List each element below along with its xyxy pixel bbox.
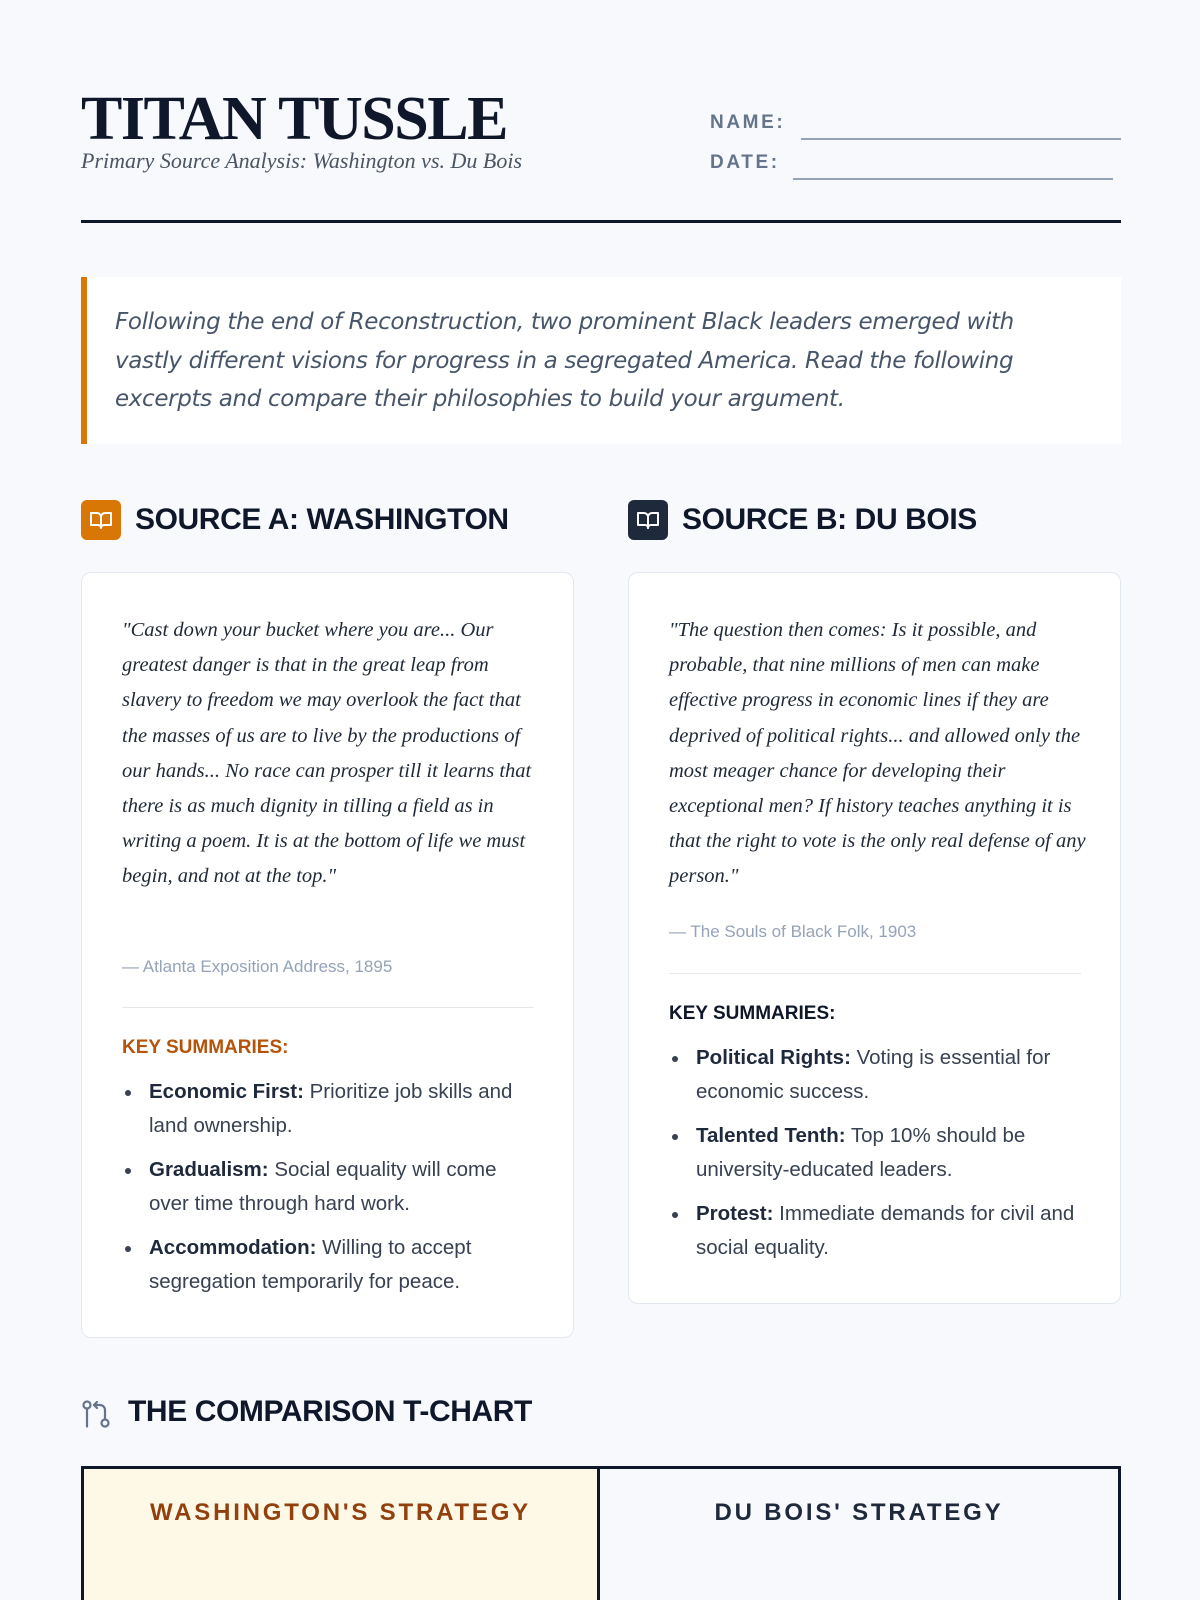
card-divider	[122, 1007, 534, 1008]
source-b-title: SOURCE B: DU BOIS	[682, 503, 977, 536]
list-item	[669, 1197, 1089, 1264]
source-a-citation: — Atlanta Exposition Address, 1895	[122, 957, 393, 976]
summary-term: Economic First:	[149, 1080, 304, 1103]
key-summaries-list	[122, 1075, 542, 1309]
summary-term: Protest:	[696, 1202, 774, 1225]
list-item	[122, 1231, 542, 1298]
comparison-heading	[81, 1395, 681, 1435]
name-field[interactable]	[710, 110, 1121, 140]
source-b-citation: — The Souls of Black Folk, 1903	[669, 922, 917, 941]
name-input-line[interactable]	[801, 138, 1121, 140]
summary-term: Talented Tenth:	[696, 1124, 846, 1147]
washington-strategy-title: WASHINGTON'S STRATEGY	[150, 1499, 531, 1526]
washington-strategy-column[interactable]	[84, 1469, 600, 1600]
summary-term: Accommodation:	[149, 1236, 317, 1259]
list-item	[122, 1075, 542, 1142]
source-a-card	[81, 572, 574, 1338]
source-a-quote: "Cast down your bucket where you are... Our greatest danger is that in the great leap from slavery to freedom we may overlook the fact that the masses of us are to live by the productions of our hands... No race can prosper till it learns that there is as much dignity in tilling a field as in writing a poem. It is at the bottom of life we must begin, and not at the top."	[122, 619, 532, 888]
comparison-t-chart	[81, 1466, 1121, 1600]
key-summaries-list	[669, 1041, 1089, 1275]
intro-callout	[81, 277, 1121, 444]
summary-text: Voting is essential for economic success.	[696, 1046, 1051, 1103]
card-divider	[669, 973, 1081, 974]
source-b-card	[628, 572, 1121, 1304]
key-summaries-label: KEY SUMMARIES:	[122, 1037, 289, 1058]
list-item	[669, 1041, 1089, 1108]
worksheet-header	[81, 86, 1121, 222]
summary-term: Political Rights:	[696, 1046, 851, 1069]
page-title: TITAN TUSSLE	[81, 85, 507, 153]
intro-text: Following the end of Reconstruction, two prominent Black leaders emerged with vastly different visions for progress in a segregated America. Read the following excerpts and compare their philosophies to build your argument.	[115, 309, 1014, 412]
list-item	[669, 1119, 1089, 1186]
git-compare-icon	[81, 1399, 111, 1434]
key-summaries-label: KEY SUMMARIES:	[669, 1003, 836, 1024]
summary-text: Prioritize job skills and land ownership.	[149, 1080, 513, 1137]
summary-text: Willing to accept segregation temporarily for peace.	[149, 1236, 472, 1293]
date-label: DATE:	[710, 152, 780, 173]
name-label: NAME:	[710, 112, 786, 133]
list-item	[122, 1153, 542, 1220]
summary-text: Social equality will come over time through hard work.	[149, 1158, 497, 1215]
header-divider	[81, 220, 1121, 223]
source-a-title: SOURCE A: WASHINGTON	[135, 503, 509, 536]
book-icon	[81, 500, 121, 540]
summary-text: Immediate demands for civil and social equality.	[696, 1202, 1075, 1259]
du-bois-strategy-column[interactable]	[600, 1469, 1118, 1600]
page-subtitle: Primary Source Analysis: Washington vs. Du Bois	[81, 148, 522, 173]
book-icon	[628, 500, 668, 540]
du-bois-strategy-title: DU BOIS' STRATEGY	[714, 1499, 1004, 1526]
source-b-quote: "The question then comes: Is it possible, and probable, that nine millions of men can make effective progress in economic lines if they are deprived of political rights... and allowed only the most meager chance for developing their exceptional men? If history teaches anything it is that the right to vote is the only real defense of any person."	[669, 619, 1086, 888]
summary-term: Gradualism:	[149, 1158, 269, 1181]
summary-text: Top 10% should be university-educated leaders.	[696, 1124, 1026, 1181]
date-input-line[interactable]	[793, 178, 1113, 180]
comparison-title: THE COMPARISON T-CHART	[128, 1395, 532, 1428]
date-field[interactable]	[710, 150, 1113, 180]
